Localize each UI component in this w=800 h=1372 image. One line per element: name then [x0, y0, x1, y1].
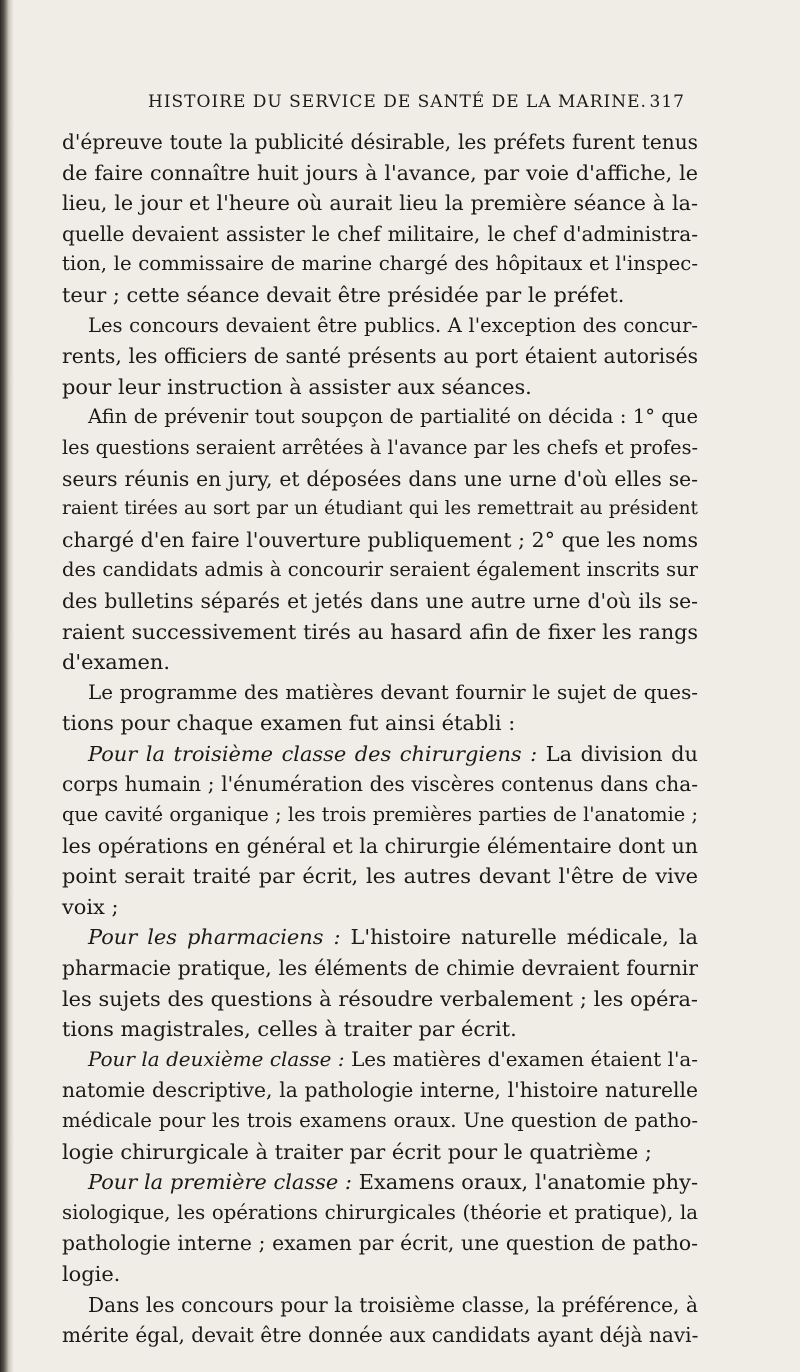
text-line: corps humain ; l'énumération des viscères contenus dans cha- — [62, 772, 698, 797]
text-line: teur ; cette séance devait être présidée par le préfet. — [62, 282, 625, 307]
page-number: 317 — [649, 92, 685, 112]
text-line: les questions seraient arrêtées à l'avance par les chefs et profes- — [62, 435, 698, 459]
text-line: natomie descriptive, la pathologie interne, l'histoire naturelle — [62, 1078, 698, 1103]
text-line: voix ; — [62, 894, 119, 919]
text-line: lieu, le jour et l'heure où aurait lieu la première séance à la- — [62, 191, 698, 216]
text-line: d'épreuve toute la publicité désirable, les préfets furent tenus — [62, 130, 698, 154]
text-line: Les concours devaient être publics. A l'exception des concur- — [88, 313, 698, 337]
text-run: La division du — [537, 741, 698, 766]
text-line: pathologie interne ; examen par écrit, une question de patho- — [62, 1231, 698, 1256]
body-text — [62, 127, 698, 1351]
section-heading: Pour la troisième classe des chirurgiens : — [88, 741, 538, 766]
text-line: point serait traité par écrit, les autres devant l'être de vive — [62, 864, 698, 889]
text-line: les opérations en général et la chirurgie élémentaire dont un — [62, 833, 698, 858]
text-line: les sujets des questions à résoudre verbalement ; les opéra- — [62, 986, 698, 1011]
text-line: Le programme des matières devant fournir le sujet de ques- — [88, 680, 698, 704]
text-line: logie. — [62, 1261, 121, 1286]
text-line: Afin de prévenir tout soupçon de partialité on décida : 1° que — [88, 405, 698, 429]
text-line — [62, 739, 698, 770]
text-line: siologique, les opérations chirurgicales (théorie et pratique), la — [62, 1200, 698, 1224]
text-line: pour leur instruction à assister aux séances. — [62, 374, 532, 399]
text-line: pharmacie pratique, les éléments de chimie devraient fournir — [62, 956, 698, 981]
text-line: de faire connaître huit jours à l'avance, par voie d'affiche, le — [62, 160, 698, 185]
text-line: tions magistrales, celles à traiter par écrit. — [62, 1017, 517, 1042]
running-header — [62, 92, 685, 120]
text-line: des candidats admis à concourir seraient également inscrits sur — [62, 558, 698, 582]
text-line: raient successivement tirés au hasard afin de fixer les rangs — [62, 619, 698, 644]
text-line — [62, 1045, 698, 1076]
text-run: Les matières d'examen étaient l'a- — [344, 1047, 699, 1071]
text-line: d'examen. — [62, 650, 170, 675]
text-line — [62, 922, 698, 953]
text-line: que cavité organique ; les trois premières parties de l'anatomie ; — [62, 803, 698, 827]
section-heading: Pour la première classe : — [88, 1170, 352, 1195]
text-run: Examens oraux, l'anatomie phy- — [351, 1170, 698, 1195]
text-line: tions pour chaque examen fut ainsi établi : — [62, 711, 516, 736]
text-line: chargé d'en faire l'ouverture publiquement ; 2° que les noms — [62, 527, 698, 552]
section-heading: Pour la deuxième classe : — [88, 1047, 345, 1071]
text-line: quelle devaient assister le chef militaire, le chef d'administra- — [62, 221, 698, 246]
section-heading: Pour les pharmaciens : — [88, 925, 341, 950]
text-run: L'histoire naturelle médicale, la — [340, 925, 698, 950]
text-line: médicale pour les trois examens oraux. Une question de patho- — [62, 1109, 698, 1132]
text-line — [62, 1167, 698, 1198]
book-binding-edge — [0, 0, 14, 1372]
text-line: Dans les concours pour la troisième classe, la préférence, à — [88, 1292, 698, 1317]
text-line: logie chirurgicale à traiter par écrit pour le quatrième ; — [62, 1139, 652, 1164]
text-line: mérite égal, devait être donnée aux candidats ayant déjà navi- — [62, 1323, 699, 1348]
text-line: rents, les officiers de santé présents au port étaient autorisés — [62, 344, 698, 369]
text-line: raient tirées au sort par un étudiant qui les remettrait au président — [62, 498, 698, 520]
text-line: des bulletins séparés et jetés dans une autre urne d'où ils se- — [62, 588, 698, 613]
text-line: seurs réunis en jury, et déposées dans une urne d'où elles se- — [62, 466, 698, 491]
running-header-title: HISTOIRE DU SERVICE DE SANTÉ DE LA MARINE. — [148, 92, 647, 112]
text-line: tion, le commissaire de marine chargé des hôpitaux et l'inspec- — [62, 252, 698, 276]
